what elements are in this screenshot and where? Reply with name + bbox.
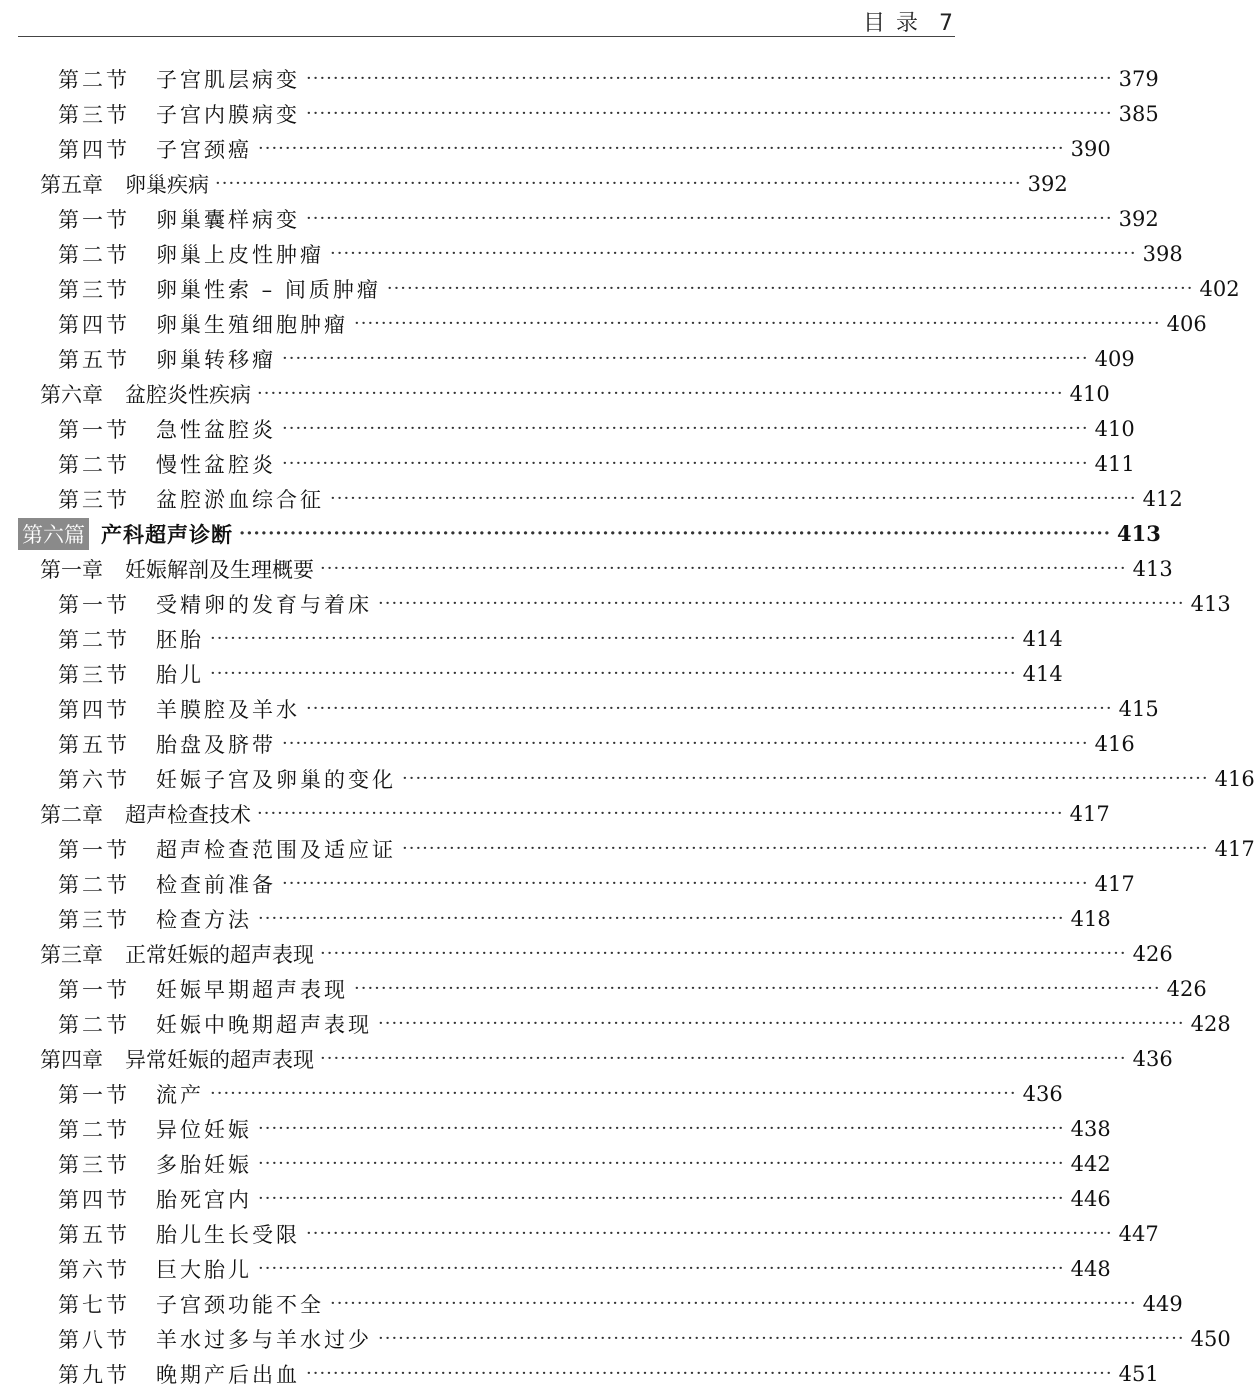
- toc-entry-section: [0, 306, 1207, 341]
- toc-entry-page: 448: [1070, 1256, 1111, 1281]
- header-title: [853, 6, 955, 37]
- toc-entry-page: 451: [1118, 1361, 1159, 1386]
- toc-entry-page: 412: [1142, 486, 1183, 511]
- dot-leader: ························································································································: [386, 278, 1194, 299]
- toc-entry-section: [0, 1111, 1111, 1146]
- toc-entry-page: 409: [1094, 346, 1135, 371]
- toc-entry-title: 产科超声诊断: [101, 521, 233, 547]
- toc-entry-page: 410: [1094, 416, 1135, 441]
- toc-entry-page: 446: [1070, 1186, 1111, 1211]
- toc-entry-section: [0, 1216, 1159, 1251]
- dot-leader: ························································································································: [402, 838, 1209, 859]
- toc-entry-page: 411: [1094, 451, 1135, 476]
- toc-entry-section: [0, 621, 1063, 656]
- toc-entry-number: 第一节: [58, 837, 130, 862]
- toc-entry-number: 第五节: [58, 1222, 130, 1247]
- dot-leader: ························································································································: [258, 1153, 1065, 1174]
- toc-entry-page: 379: [1118, 66, 1159, 91]
- toc-entry-page: 436: [1132, 1046, 1173, 1071]
- toc-entry-title: 妊娠早期超声表现: [156, 977, 348, 1002]
- toc-entry-number: 第五章: [40, 172, 103, 197]
- toc-entry-page: 416: [1094, 731, 1135, 756]
- toc-entry-title: 妊娠中晚期超声表现: [156, 1012, 372, 1037]
- toc-entry-page: 402: [1199, 276, 1240, 301]
- toc-entry-title: 异常妊娠的超声表现: [125, 1047, 314, 1072]
- toc-entry-section: [0, 971, 1207, 1006]
- toc-entry-number: 第一节: [58, 1082, 130, 1107]
- toc-entry-page: 415: [1118, 696, 1159, 721]
- toc-entry-number: 第六章: [40, 382, 103, 407]
- toc-entry-title: 巨大胎儿: [156, 1257, 252, 1282]
- toc-entry-section: [0, 1321, 1231, 1356]
- dot-leader: ························································································································: [306, 103, 1113, 124]
- toc-entry-chapter: [0, 796, 1110, 831]
- dot-leader: ························································································································: [282, 453, 1089, 474]
- toc-entry-page: 442: [1070, 1151, 1111, 1176]
- toc-entry-page: 398: [1142, 241, 1183, 266]
- toc-entry-number: 第三节: [58, 277, 130, 302]
- header-label: 目 录: [863, 11, 920, 36]
- toc-entry-title: 妊娠子宫及卵巢的变化: [156, 767, 396, 792]
- toc-entry-title: 羊膜腔及羊水: [156, 697, 300, 722]
- toc-entry-number: 第二节: [58, 872, 130, 897]
- dot-leader: ························································································································: [306, 68, 1113, 89]
- toc-entry-page: 413: [1117, 521, 1161, 546]
- toc-entry-number: 第四节: [58, 697, 130, 722]
- toc-entry-title: 胚胎: [156, 627, 204, 652]
- dot-leader: ························································································································: [258, 1118, 1065, 1139]
- dot-leader: ························································································································: [378, 593, 1185, 614]
- toc-entry-page: 410: [1069, 381, 1110, 406]
- toc-entry-section: [0, 96, 1159, 131]
- toc-entry-page: 417: [1069, 801, 1110, 826]
- toc-entry-title: 胎儿: [156, 662, 204, 687]
- toc-entry-title: 正常妊娠的超声表现: [125, 942, 314, 967]
- dot-leader: ························································································································: [330, 1293, 1137, 1314]
- toc-entry-section: [0, 1251, 1111, 1286]
- dot-leader: ························································································································: [306, 208, 1113, 229]
- toc-entry-number: 第二节: [58, 67, 130, 92]
- toc-entry-page: 428: [1190, 1011, 1231, 1036]
- dot-leader: ························································································································: [402, 768, 1209, 789]
- toc-entry-number: 第三节: [58, 487, 130, 512]
- dot-leader: ························································································································: [257, 803, 1064, 824]
- toc-entry-number: 第三章: [40, 942, 103, 967]
- toc-entry-number: 第四节: [58, 312, 130, 337]
- dot-leader: ························································································································: [282, 733, 1089, 754]
- dot-leader: ························································································································: [215, 173, 1022, 194]
- toc-entry-page: 390: [1070, 136, 1111, 161]
- toc-entry-title: 子宫颈癌: [156, 137, 252, 162]
- toc-entry-title: 卵巢转移瘤: [156, 347, 276, 372]
- toc-entry-page: 414: [1022, 626, 1063, 651]
- toc-entry-section: [0, 1286, 1183, 1321]
- toc-entry-chapter: [0, 551, 1173, 586]
- dot-leader: ························································································································: [239, 523, 1111, 544]
- toc-entry-section: [0, 656, 1063, 691]
- toc-entry-number: 第五节: [58, 732, 130, 757]
- dot-leader: ························································································································: [354, 313, 1161, 334]
- dot-leader: ························································································································: [306, 1363, 1113, 1384]
- toc-entry-number: 第三节: [58, 907, 130, 932]
- toc-entry-section: [0, 271, 1240, 306]
- toc-entry-page: 450: [1190, 1326, 1231, 1351]
- toc-entry-section: [0, 586, 1231, 621]
- toc-entry-number: 第二节: [58, 452, 130, 477]
- toc-entry-title: 受精卵的发育与着床: [156, 592, 372, 617]
- toc-entry-section: [0, 341, 1135, 376]
- toc-entry-page: 413: [1132, 556, 1173, 581]
- toc-entry-page: 447: [1118, 1221, 1159, 1246]
- toc-entry-section: [0, 901, 1111, 936]
- toc-entry-title: 慢性盆腔炎: [156, 452, 276, 477]
- dot-leader: ························································································································: [354, 978, 1161, 999]
- toc-entry-title: 羊水过多与羊水过少: [156, 1327, 372, 1352]
- toc-entry-number: 第一节: [58, 977, 130, 1002]
- toc-entry-number: 第三节: [58, 662, 130, 687]
- toc-entry-page: 413: [1190, 591, 1231, 616]
- toc-entry-page: 426: [1132, 941, 1173, 966]
- toc-entry-section: [0, 1181, 1111, 1216]
- dot-leader: ························································································································: [258, 1258, 1065, 1279]
- toc-entry-page: 406: [1166, 311, 1207, 336]
- toc-entry-section: [0, 761, 1255, 796]
- toc-entry-number: 第七节: [58, 1292, 130, 1317]
- toc-entry-section: [0, 481, 1183, 516]
- dot-leader: ························································································································: [320, 943, 1127, 964]
- toc-entry-page: 416: [1214, 766, 1255, 791]
- dot-leader: ························································································································: [378, 1013, 1185, 1034]
- toc-entry-number: 第五节: [58, 347, 130, 372]
- toc-entry-page: 436: [1022, 1081, 1063, 1106]
- toc-entry-page: 392: [1118, 206, 1159, 231]
- toc-entry-page: 449: [1142, 1291, 1183, 1316]
- dot-leader: ························································································································: [210, 628, 1017, 649]
- toc-entry-title: 超声检查范围及适应证: [156, 837, 396, 862]
- toc-entry-title: 急性盆腔炎: [156, 417, 276, 442]
- toc-entry-number: 第六节: [58, 767, 130, 792]
- toc-entry-title: 子宫颈功能不全: [156, 1292, 324, 1317]
- dot-leader: ························································································································: [306, 1223, 1113, 1244]
- dot-leader: ························································································································: [258, 908, 1065, 929]
- toc-entry-title: 卵巢囊样病变: [156, 207, 300, 232]
- toc-entry-title: 子宫内膜病变: [156, 102, 300, 127]
- toc-entry-title: 胎死宫内: [156, 1187, 252, 1212]
- toc-entry-chapter: [0, 376, 1110, 411]
- toc-entry-page: 414: [1022, 661, 1063, 686]
- toc-entry-title: 卵巢性索 – 间质肿瘤: [156, 277, 381, 302]
- dot-leader: ························································································································: [210, 663, 1017, 684]
- toc-entry-number: 第六节: [58, 1257, 130, 1282]
- toc-entry-part: [0, 516, 1161, 551]
- toc-entry-section: [0, 131, 1111, 166]
- toc-entry-title: 检查前准备: [156, 872, 276, 897]
- dot-leader: ························································································································: [258, 1188, 1065, 1209]
- toc-entry-title: 盆腔炎性疾病: [125, 382, 251, 407]
- page-header: [18, 0, 955, 37]
- dot-leader: ························································································································: [257, 383, 1064, 404]
- toc-entry-number: 第九节: [58, 1362, 130, 1387]
- toc-entry-section: [0, 1006, 1231, 1041]
- dot-leader: ························································································································: [330, 488, 1137, 509]
- toc-entry-section: [0, 691, 1159, 726]
- toc-entry-title: 胎盘及脐带: [156, 732, 276, 757]
- toc-entry-number: 第三节: [58, 102, 130, 127]
- toc-entry-title: 异位妊娠: [156, 1117, 252, 1142]
- toc-entry-number: 第八节: [58, 1327, 130, 1352]
- toc-entry-section: [0, 1076, 1063, 1111]
- toc-entry-number: 第二节: [58, 242, 130, 267]
- dot-leader: ························································································································: [330, 243, 1137, 264]
- toc-entry-chapter: [0, 1041, 1173, 1076]
- toc-entry-number: 第二节: [58, 627, 130, 652]
- toc-entry-number: 第二章: [40, 802, 103, 827]
- toc-entry-page: 418: [1070, 906, 1111, 931]
- toc-entry-chapter: [0, 166, 1068, 201]
- toc-entry-title: 超声检查技术: [125, 802, 251, 827]
- toc-entry-page: 417: [1214, 836, 1255, 861]
- dot-leader: ························································································································: [282, 873, 1089, 894]
- toc-entry-title: 胎儿生长受限: [156, 1222, 300, 1247]
- toc-entry-section: [0, 201, 1159, 236]
- toc-entry-section: [0, 1356, 1159, 1391]
- toc-entry-title: 晚期产后出血: [156, 1362, 300, 1387]
- toc-entry-section: [0, 446, 1135, 481]
- toc-entry-number: 第一节: [58, 592, 130, 617]
- dot-leader: ························································································································: [378, 1328, 1185, 1349]
- toc-entry-title: 盆腔淤血综合征: [156, 487, 324, 512]
- toc-entry-number: 第四节: [58, 1187, 130, 1212]
- toc-entry-title: 检查方法: [156, 907, 252, 932]
- toc-entry-number: 第四章: [40, 1047, 103, 1072]
- dot-leader: ························································································································: [282, 348, 1089, 369]
- toc-entry-number: 第六篇: [18, 518, 89, 550]
- toc-entry-section: [0, 866, 1135, 901]
- toc-entry-title: 流产: [156, 1082, 204, 1107]
- toc-entry-page: 392: [1027, 171, 1068, 196]
- toc-entry-section: [0, 61, 1159, 96]
- toc-entry-chapter: [0, 936, 1173, 971]
- toc-entry-title: 妊娠解剖及生理概要: [125, 557, 314, 582]
- dot-leader: ························································································································: [306, 698, 1113, 719]
- toc-entry-section: [0, 236, 1183, 271]
- toc-entry-title: 卵巢上皮性肿瘤: [156, 242, 324, 267]
- toc-entry-section: [0, 726, 1135, 761]
- toc-entry-section: [0, 411, 1135, 446]
- dot-leader: ························································································································: [320, 558, 1127, 579]
- dot-leader: ························································································································: [258, 138, 1065, 159]
- toc-entry-page: 417: [1094, 871, 1135, 896]
- toc-entry-page: 426: [1166, 976, 1207, 1001]
- toc-entry-page: 385: [1118, 101, 1159, 126]
- toc-entry-title: 子宫肌层病变: [156, 67, 300, 92]
- toc-entry-number: 第四节: [58, 137, 130, 162]
- toc-entry-number: 第三节: [58, 1152, 130, 1177]
- toc-entry-section: [0, 831, 1255, 866]
- toc-entry-section: [0, 1146, 1111, 1181]
- toc-entry-number: 第一章: [40, 557, 103, 582]
- dot-leader: ························································································································: [282, 418, 1089, 439]
- dot-leader: ························································································································: [210, 1083, 1017, 1104]
- toc-entry-title: 卵巢疾病: [125, 172, 209, 197]
- toc-entry-number: 第一节: [58, 417, 130, 442]
- toc-entry-page: 438: [1070, 1116, 1111, 1141]
- toc-entry-number: 第二节: [58, 1117, 130, 1142]
- toc-entry-number: 第二节: [58, 1012, 130, 1037]
- dot-leader: ························································································································: [320, 1048, 1127, 1069]
- toc-entry-title: 多胎妊娠: [156, 1152, 252, 1177]
- toc-entry-title: 卵巢生殖细胞肿瘤: [156, 312, 348, 337]
- toc-entry-number: 第一节: [58, 207, 130, 232]
- header-page-number: 7: [939, 11, 955, 36]
